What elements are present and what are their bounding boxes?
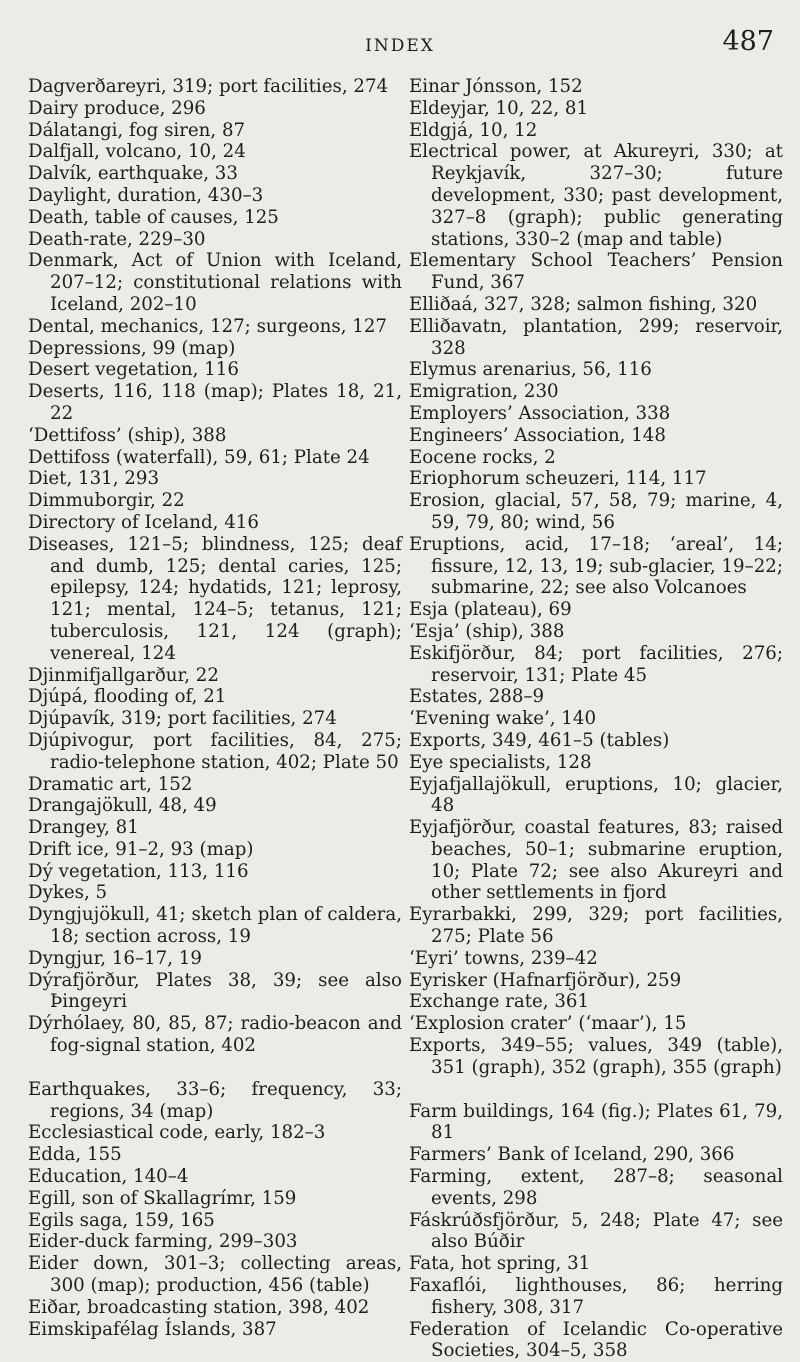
index-entry: Egils saga, 159, 165 bbox=[28, 1209, 215, 1231]
index-entry: Death-rate, 229–30 bbox=[28, 228, 206, 250]
index-entry: Exports, 349, 461–5 (tables) bbox=[409, 729, 670, 751]
index-group bbox=[28, 1079, 402, 1341]
index-entry: Elliðaá, 327, 328; salmon fishing, 320 bbox=[409, 293, 758, 315]
index-entry: Dalfjall, volcano, 10, 24 bbox=[28, 141, 246, 163]
index-entry: Djúpavík, 319; port facilities, 274 bbox=[28, 708, 337, 730]
index-entry: Eruptions, acid, 17–18; ‘areal’, 14; fissure, 12, 13, 19; sub-glacier, 19–22; submarine, 22; see also Volcanoes bbox=[409, 533, 783, 599]
index-entry: Electrical power, at Akureyri, 330; at Reykjavík, 327–30; future development, 330; past development, 327–8 (graph); public generating stations, 330–2 (map and table) bbox=[409, 141, 783, 250]
index-entry: ‘Explosion crater’ (‘maar’), 15 bbox=[409, 1013, 687, 1035]
group-spacer bbox=[28, 1057, 402, 1079]
index-entry: Eskifjörður, 84; port facilities, 276; reservoir, 131; Plate 45 bbox=[409, 642, 783, 686]
index-column-right bbox=[409, 76, 783, 1362]
index-entry: Faxaflói, lighthouses, 86; herring fishery, 308, 317 bbox=[409, 1275, 783, 1318]
index-entry: Dýrafjörður, Plates 38, 39; see also Þingeyri bbox=[28, 969, 402, 1013]
index-entry: Drangajökull, 48, 49 bbox=[28, 795, 217, 817]
index-entry: Egill, son of Skallagrímr, 159 bbox=[28, 1187, 297, 1209]
index-group bbox=[409, 1101, 783, 1362]
page-number: 487 bbox=[722, 26, 774, 57]
index-entry: ‘Dettifoss’ (ship), 388 bbox=[28, 424, 227, 446]
index-entry: Estates, 288–9 bbox=[409, 686, 545, 708]
index-entry: Eyjafjörður, coastal features, 83; raised beaches, 50–1; submarine eruption, 10; Plate 72; see also Akureyri and other settlements in fjord bbox=[409, 817, 783, 904]
index-entry: Farming, extent, 287–8; seasonal events, 298 bbox=[409, 1166, 783, 1209]
index-entry: Edda, 155 bbox=[28, 1144, 122, 1166]
index-entry: Dý vegetation, 113, 116 bbox=[28, 860, 249, 882]
index-entry: Farm buildings, 164 (fig.); Plates 61, 79, 81 bbox=[409, 1100, 783, 1144]
index-entry: Farmers’ Bank of Iceland, 290, 366 bbox=[409, 1144, 735, 1166]
index-entry: Eyrisker (Hafnarfjörður), 259 bbox=[409, 969, 682, 991]
index-entry: Djúpivogur, port facilities, 84, 275; radio-telephone station, 402; Plate 50 bbox=[28, 729, 402, 773]
index-entry: Elymus arenarius, 56, 116 bbox=[409, 359, 652, 381]
index-entry: Elliðavatn, plantation, 299; reservoir, 328 bbox=[409, 315, 783, 359]
index-entry: Dyngjur, 16–17, 19 bbox=[28, 947, 202, 969]
index-entry: Desert vegetation, 116 bbox=[28, 359, 239, 381]
index-entry: Diet, 131, 293 bbox=[28, 468, 160, 490]
index-entry: Emigration, 230 bbox=[409, 381, 559, 403]
index-column-left bbox=[28, 76, 402, 1340]
index-entry: Eocene rocks, 2 bbox=[409, 446, 556, 468]
index-entry: Diseases, 121–5; blindness, 125; deaf and dumb, 125; dental caries, 125; epilepsy, 124; hydatids, 121; leprosy, 121; mental, 124–5; tetanus, 121; tuberculosis, 121, 124 (graph); venereal, 124 bbox=[28, 533, 402, 664]
index-entry: Dettifoss (waterfall), 59, 61; Plate 24 bbox=[28, 446, 370, 468]
index-entry: Dykes, 5 bbox=[28, 882, 108, 904]
index-entry: Dálatangi, fog siren, 87 bbox=[28, 119, 246, 141]
index-entry: Dagverðareyri, 319; port facilities, 274 bbox=[28, 76, 389, 97]
index-entry: Dramatic art, 152 bbox=[28, 773, 193, 795]
index-entry: Eyjafjallajökull, eruptions, 10; glacier, 48 bbox=[409, 773, 783, 817]
index-entry: Ecclesiastical code, early, 182–3 bbox=[28, 1122, 326, 1144]
index-entry: Dýrhólaey, 80, 85, 87; radio-beacon and fog-signal station, 402 bbox=[28, 1013, 402, 1057]
index-entry: Dimmuborgir, 22 bbox=[28, 490, 185, 512]
index-entry: Exchange rate, 361 bbox=[409, 991, 590, 1013]
index-entry: Engineers’ Association, 148 bbox=[409, 424, 666, 446]
index-entry: Eldgjá, 10, 12 bbox=[409, 119, 538, 141]
index-entry: Employers’ Association, 338 bbox=[409, 402, 671, 424]
index-entry: Drift ice, 91–2, 93 (map) bbox=[28, 838, 254, 860]
index-entry: Directory of Iceland, 416 bbox=[28, 511, 259, 533]
index-group bbox=[28, 76, 402, 1057]
index-entry: Deserts, 116, 118 (map); Plates 18, 21, 22 bbox=[28, 381, 402, 424]
index-entry: Depressions, 99 (map) bbox=[28, 337, 236, 359]
index-group bbox=[409, 76, 783, 1079]
index-entry: Djúpá, flooding of, 21 bbox=[28, 686, 227, 708]
index-entry: Drangey, 81 bbox=[28, 817, 139, 839]
index-entry: Djinmifjallgarður, 22 bbox=[28, 664, 219, 686]
index-entry: ‘Evening wake’, 140 bbox=[409, 708, 597, 730]
index-entry: Federation of Icelandic Co-operative Societies, 304–5, 358 bbox=[409, 1318, 783, 1362]
index-entry: Education, 140–4 bbox=[28, 1166, 189, 1188]
index-entry: Eider down, 301–3; collecting areas, 300 (map); production, 456 (table) bbox=[28, 1253, 402, 1297]
index-entry: Eriophorum scheuzeri, 114, 117 bbox=[409, 468, 707, 490]
index-entry: Fata, hot spring, 31 bbox=[409, 1253, 591, 1275]
index-entry: Eldeyjar, 10, 22, 81 bbox=[409, 97, 589, 119]
index-entry: ‘Esja’ (ship), 388 bbox=[409, 620, 565, 642]
index-entry: Eimskipafélag Íslands, 387 bbox=[28, 1318, 277, 1340]
index-entry: Eider-duck farming, 299–303 bbox=[28, 1231, 298, 1253]
index-entry: Dental, mechanics, 127; surgeons, 127 bbox=[28, 315, 387, 337]
page-title: INDEX bbox=[365, 36, 435, 56]
index-entry: Death, table of causes, 125 bbox=[28, 206, 279, 228]
index-entry: Denmark, Act of Union with Iceland, 207–12; constitutional relations with Iceland, 202–10 bbox=[28, 250, 402, 315]
index-entry: Esja (plateau), 69 bbox=[409, 599, 572, 621]
index-entry: Daylight, duration, 430–3 bbox=[28, 184, 264, 206]
index-entry: Earthquakes, 33–6; frequency, 33; regions, 34 (map) bbox=[28, 1078, 402, 1122]
index-entry: Fáskrúðsfjörður, 5, 248; Plate 47; see also Búðir bbox=[409, 1209, 783, 1253]
index-entry: Erosion, glacial, 57, 58, 79; marine, 4, 59, 79, 80; wind, 56 bbox=[409, 490, 783, 533]
index-entry: Einar Jónsson, 152 bbox=[409, 76, 583, 97]
index-entry: Dairy produce, 296 bbox=[28, 97, 206, 119]
index-entry: Eye specialists, 128 bbox=[409, 751, 592, 773]
index-entry: Dalvík, earthquake, 33 bbox=[28, 163, 238, 185]
index-entry: ‘Eyri’ towns, 239–42 bbox=[409, 947, 598, 969]
index-entry: Eiðar, broadcasting station, 398, 402 bbox=[28, 1296, 370, 1318]
index-entry: Eyrarbakki, 299, 329; port facilities, 275; Plate 56 bbox=[409, 904, 783, 948]
index-entry: Exports, 349–55; values, 349 (table), 351 (graph), 352 (graph), 355 (graph) bbox=[409, 1035, 783, 1078]
index-entry: Dyngjujökull, 41; sketch plan of caldera, 18; section across, 19 bbox=[28, 904, 402, 948]
group-spacer bbox=[409, 1079, 783, 1101]
index-entry: Elementary School Teachers’ Pension Fund, 367 bbox=[409, 250, 783, 294]
page-header bbox=[0, 24, 800, 64]
